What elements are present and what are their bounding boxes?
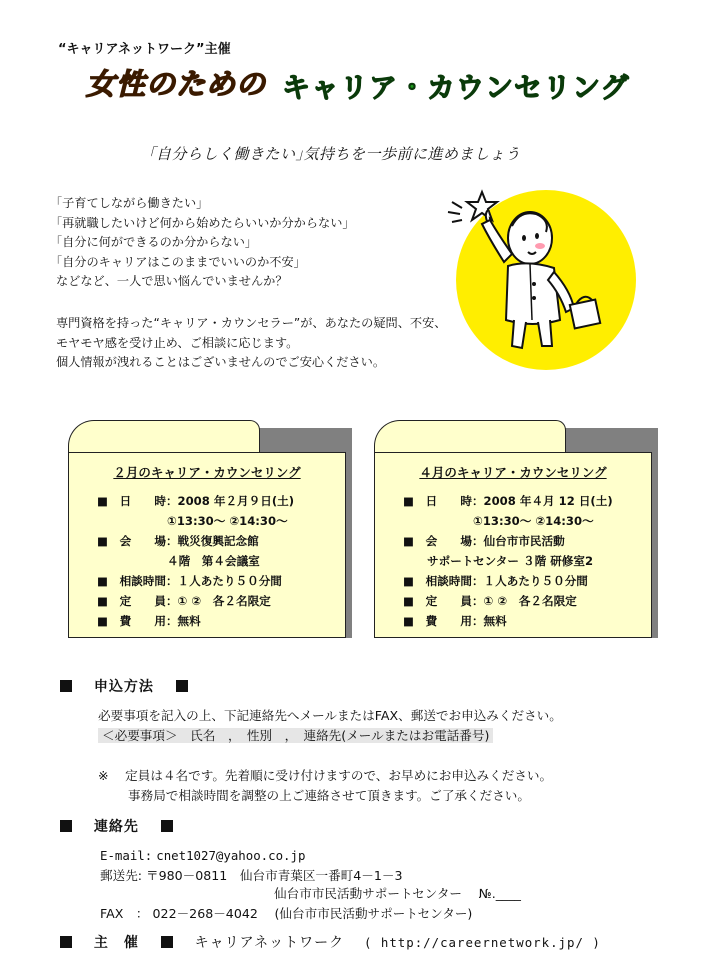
session-times: ①13:30～ ②14:30～: [167, 514, 288, 528]
apply-instructions: 必要事項を記入の上、下記連絡先へメールまたはFAX、郵送でお申込みください。: [98, 708, 562, 723]
title-career-counseling: キャリア・カウンセリング: [282, 71, 630, 104]
contact-address-2: 仙台市市民活動サポートセンター №.____: [274, 886, 521, 901]
square-bullet-icon: [161, 936, 173, 948]
session-duration: １人あたり５０分間: [483, 574, 588, 588]
session-venue: 戦災復興記念館: [177, 534, 259, 548]
session-card-february: ２月のキャリア・カウンセリング ■ 日 時：2008 年２月９日(土) ①13:30～ ②14:30～ ■ 会 場：戦災復興記念館 ４階 第４会議室 ■ 相談時間：１人あたり５０分間 ■ 定 員：① ② 各２名限定 ■ 費 用：無料: [68, 420, 346, 638]
session-date: 2008 年２月９日(土): [177, 494, 295, 508]
session-title: ２月のキャリア・カウンセリング: [113, 465, 301, 480]
organizer-label: “キャリアネットワーク”主催: [58, 42, 231, 57]
quote-list: [56, 194, 349, 292]
session-venue: 仙台市市民活動: [483, 534, 565, 548]
intro-line: 専門資格を持った“キャリア・カウンセラー”が、あなたの疑問、不安、: [56, 316, 447, 330]
intro-line: モヤモヤ感を受け止め、ご相談に応じます。: [56, 335, 299, 350]
intro-line: 個人情報が洩れることはございませんのでご安心ください。: [56, 355, 386, 369]
session-venue-room: サポートセンター ３階 研修室2: [427, 554, 594, 568]
session-title: ４月のキャリア・カウンセリング: [419, 465, 607, 480]
quote-item: ｢子育てしながら働きたい｣: [56, 196, 203, 210]
contact-postal: 郵送先: 〒980－0811 仙台市青葉区一番町4－1－3: [100, 868, 403, 883]
contact-heading: 連絡先: [54, 816, 179, 836]
square-bullet-icon: [60, 936, 72, 948]
square-bullet-icon: [60, 680, 72, 692]
sparkle-lines-icon: [448, 202, 462, 222]
host-url-link[interactable]: ( http://careernetwork.jp/ ): [363, 935, 601, 950]
tagline: ｢自分らしく働きたい｣気持ちを一歩前に進めましょう: [148, 145, 521, 163]
square-bullet-icon: [60, 820, 72, 832]
contact-email: E-mail: cnet1027@yahoo.co.jp: [100, 848, 306, 863]
handbag-icon: [570, 300, 600, 329]
intro-text: [56, 314, 446, 373]
quote-item: などなど、一人で思い悩んでいませんか？: [56, 274, 288, 288]
session-times: ①13:30～ ②14:30～: [473, 514, 594, 528]
host-row: 主 催 キャリアネットワーク ( http://careernetwork.jp/ ): [54, 932, 601, 952]
apply-note: ※ 定員は４名です。先着順に受け付けますので、お早めにお申込みください。: [98, 768, 553, 783]
session-capacity: ① ② 各２名限定: [483, 594, 577, 608]
session-duration: １人あたり５０分間: [177, 574, 282, 588]
host-name: キャリアネットワーク: [194, 935, 345, 951]
woman-illustration: [420, 180, 660, 370]
session-date: 2008 年４月 12 日(土): [483, 494, 613, 508]
quote-item: ｢自分のキャリアはこのままでいいのか不安｣: [56, 254, 300, 269]
email-link[interactable]: cnet1027@yahoo.co.jp: [156, 848, 306, 863]
session-card-april: ４月のキャリア・カウンセリング ■ 日 時：2008 年４月 12 日(土) ①13:30～ ②14:30～ ■ 会 場：仙台市市民活動 サポートセンター ３階 研修室2 ■ 相談時間：１人あたり５０分間 ■ 定 員：① ② 各２名限定 ■ 費 用：無料: [374, 420, 652, 638]
apply-heading: 申込方法: [54, 676, 194, 696]
session-fee: 無料: [483, 614, 507, 628]
quote-item: ｢自分に何ができるのか分からない｣: [56, 235, 251, 249]
quote-item: ｢再就職したいけど何から始めたらいいか分からない｣: [56, 215, 349, 230]
session-venue-room: ４階 第４会議室: [167, 554, 260, 568]
session-capacity: ① ② 各２名限定: [177, 594, 271, 608]
contact-fax: FAX ： 022－268－4042 (仙台市市民活動サポートセンター): [100, 906, 473, 921]
title-women: 女性のための: [86, 67, 267, 101]
square-bullet-icon: [161, 820, 173, 832]
session-fee: 無料: [177, 614, 201, 628]
required-items: ＜必要事項＞ 氏名 ， 性別 ， 連絡先(メールまたはお電話番号): [98, 726, 493, 746]
apply-note-2: 事務局で相談時間を調整の上ご連絡させて頂きます。ご了承ください。: [128, 788, 530, 803]
square-bullet-icon: [176, 680, 188, 692]
